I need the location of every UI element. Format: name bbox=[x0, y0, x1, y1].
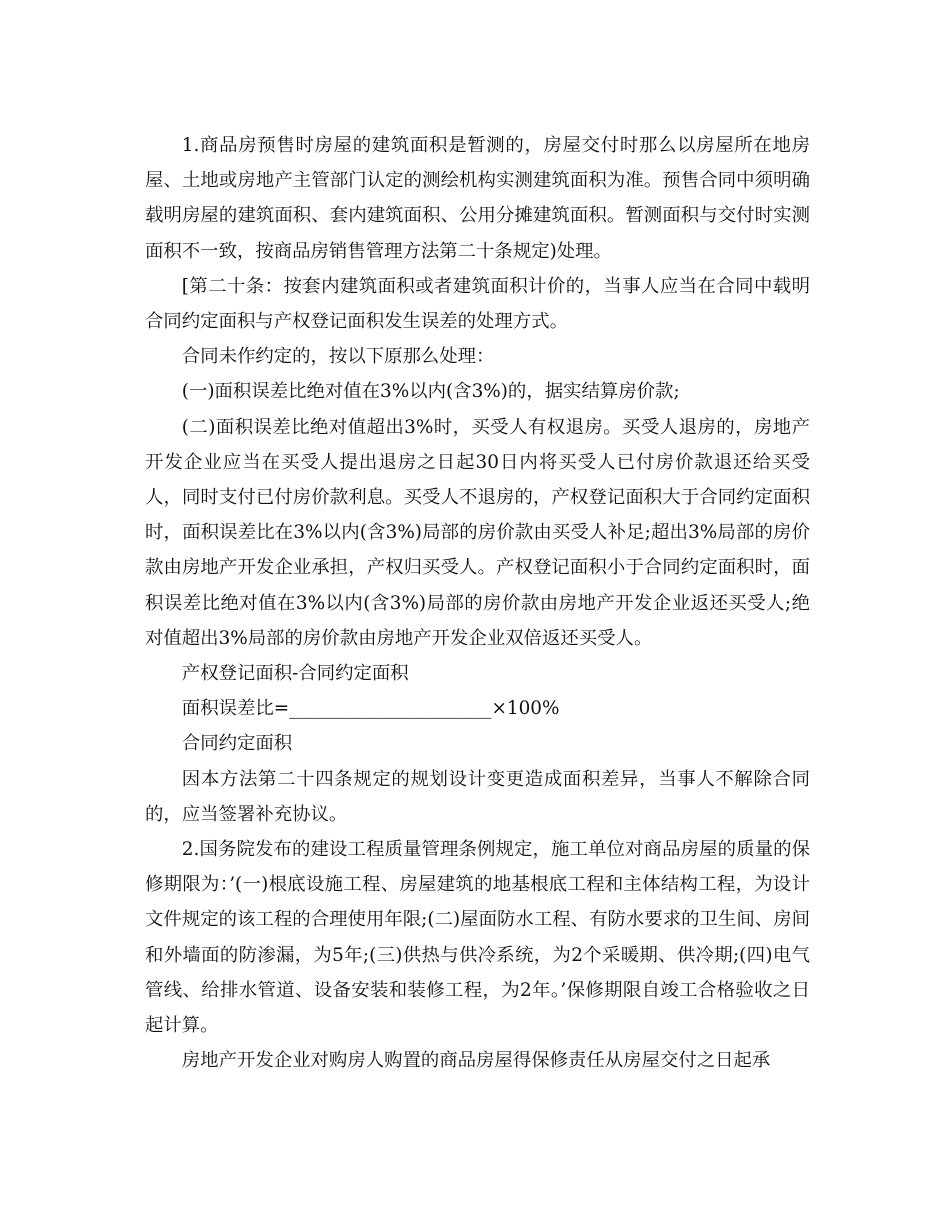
formula-numerator: 产权登记面积-合同约定面积 bbox=[181, 663, 409, 685]
paragraph-7: 2.国务院发布的建设工程质量管理条例规定，施工单位对商品房屋的质量的保修期限为：’(一)根底设施工程、房屋建筑的地基根底工程和主体结构工程，为设计文件规定的该工程的合理使用年限;(二)屋面防水工程、有防水要求的卫生间、房间和外墙面的防渗漏，为5年;(三)供热与供冷系统，为2个采暖期、供冷期;(四)电气管线、给排水管道、设备安装和装修工程，为2年。’保修期限自竣工合格验收之日起计算。 bbox=[145, 839, 810, 1037]
paragraph-6: 因本方法第二十四条规定的规划设计变更造成面积差异，当事人不解除合同的，应当签署补充协议。 bbox=[145, 768, 810, 825]
paragraph-2: [第二十条：按套内建筑面积或者建筑面积计价的，当事人应当在合同中载明合同约定面积与产权登记面积发生误差的处理方式。 bbox=[145, 275, 810, 333]
paragraph-4: (一)面积误差比绝对值在3%以内(含3%)的，据实结算房价款; bbox=[181, 381, 680, 403]
paragraph-8: 房地产开发企业对购房人购置的商品房屋得保修责任从房屋交付之日起承 bbox=[181, 1050, 771, 1072]
paragraph-5: (二)面积误差比绝对值超出3%时，买受人有权退房。买受人退房的，房地产开发企业应当在买受人提出退房之日起30日内将买受人已付房价款退还给买受人，同时支付已付房价款利息。买受人不退房的，产权登记面积大于合同约定面积时，面积误差比在3%以内(含3%)局部的房价款由买受人补足;超出3%局部的房价款由房地产开发企业承担，产权归买受人。产权登记面积小于合同约定面积时，面积误差比绝对值在3%以内(含3%)局部的房价款由房地产开发企业返还买受人;绝对值超出3%局部的房价款由房地产开发企业双倍返还买受人。 bbox=[145, 416, 810, 649]
document-body bbox=[145, 128, 810, 1078]
formula-denominator: 合同约定面积 bbox=[181, 733, 293, 755]
formula-main: 面积误差比=______________________×100% bbox=[181, 698, 560, 720]
paragraph-1: 1.商品房预售时房屋的建筑面积是暂测的，房屋交付时那么以房屋所在地房屋、土地或房地产主管部门认定的测绘机构实测建筑面积为准。预售合同中须明确载明房屋的建筑面积、套内建筑面积、公用分摊建筑面积。暂测面积与交付时实测面积不一致，按商品房销售管理方法第二十条规定)处理。 bbox=[145, 135, 810, 262]
paragraph-3: 合同未作约定的，按以下原那么处理： bbox=[181, 346, 495, 368]
